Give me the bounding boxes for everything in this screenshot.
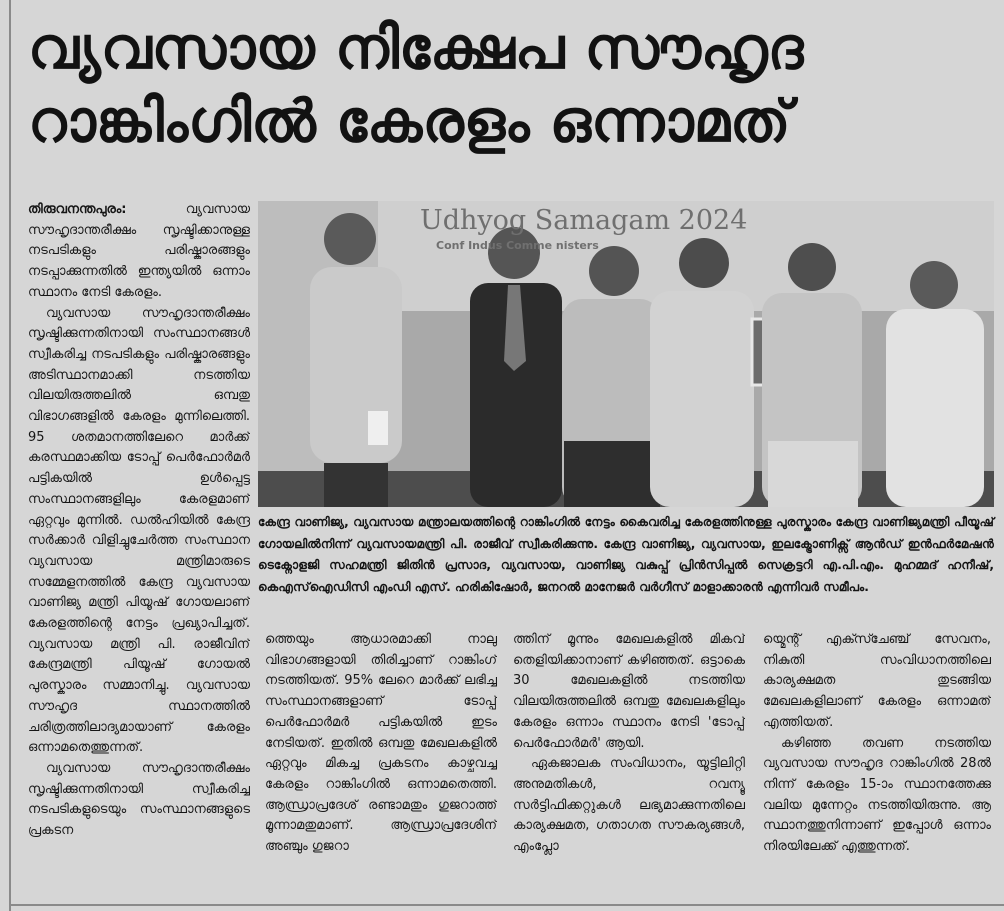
article-paragraph: ത്തിന് മൂന്നും മേഖലകളിൽ മികവ് തെളിയിക്കാനാണ് കഴിഞ്ഞത്. ഒട്ടാകെ 30 മേഖലകളിൽ നടത്തിയ വിലയിരുത്തലിൽ ഒമ്പതു മേഖലകളിലും കേരളം ഒന്നാം സ്ഥാനം നേടി 'ടോപ്പ് പെർഫോർമർ' ആയി.: [513, 632, 745, 751]
headline-line-2: റാങ്കിംഗിൽ കേരളം ഒന്നാമത്: [28, 87, 791, 155]
headline-line-1: വ്യവസായ നിക്ഷേപ സൗഹൃദ: [28, 14, 804, 82]
photo-caption: കേന്ദ്ര വാണിജ്യ, വ്യവസായ മന്ത്രാലയത്തിന്റെ റാങ്കിംഗിൽ നേട്ടം കൈവരിച്ച കേരളത്തിനുള്ള പുരസ്കാരം കേന്ദ്ര വാണിജ്യമന്ത്രി പീയൂഷ് ഗോയലിൽനിന്ന് വ്യവസായമന്ത്രി പി. രാജീവ് സ്വീകരിക്കുന്നു. കേന്ദ്ര വാണിജ്യ, വ്യവസായ, ഇലക്ട്രോണിക്സ് ആൻഡ് ഇൻഫർമേഷൻ ടെക്നോളജി സഹമന്ത്രി ജിതിൻ പ്രസാദ, വ്യവസായ, വാണിജ്യ വകുപ്പ് പ്രിൻസിപ്പൽ സെക്രട്ടറി എ.പി.എം. മുഹമ്മദ് ഹനീഷ്, കെഎസ്ഐഡിസി എംഡി എസ്. ഹരികിഷോർ, ജനറൽ മാനേജർ വർഗീസ് മാളാക്കാരൻ എന്നിവർ സമീപം.: [258, 515, 994, 594]
backdrop-banner-subtitle: Conf Indus Comme nisters: [436, 239, 599, 252]
article-column-2: [265, 630, 497, 902]
article-paragraph: വ്യവസായ സൗഹൃദാന്തരീക്ഷം സൃഷ്ടിക്കുന്നതിനായി സംസ്ഥാനങ്ങൾ സ്വീകരിച്ച നടപടികളും പരിഷ്കാരങ്ങളും അടിസ്ഥാനമാക്കി നടത്തിയ വിലയിരുത്തലിൽ ഒമ്പതു വിഭാഗങ്ങളിൽ കേരളം മുന്നിലെത്തി. 95 ശതമാനത്തിലേറെ മാർക്ക് കരസ്ഥമാക്കിയ ടോപ്പ് പെർഫോർമർ പട്ടികയിൽ ഉൾപ്പെട്ട സംസ്ഥാനങ്ങളിലും കേരളമാണ് ഏറ്റവും മുന്നിൽ. ഡൽഹിയിൽ കേന്ദ്ര സർക്കാർ വിളിച്ചുചേർത്ത സംസ്ഥാന വ്യവസായ മന്ത്രിമാരുടെ സമ്മേളനത്തിൽ കേന്ദ്ര വ്യവസായ വാണിജ്യ മന്ത്രി പിയൂഷ് ഗോയലാണ് കേരളത്തിന്റെ നേട്ടം പ്രഖ്യാപിച്ചത്. വ്യവസായ മന്ത്രി പി. രാജീവിന് കേന്ദ്രമന്ത്രി പിയൂഷ് ഗോയൽ പുരസ്കാരം സമ്മാനിച്ചു. വ്യവസായ സൗഹൃദ സ്ഥാനത്തിൽ ചരിത്രത്തിലാദ്യമായാണ് കേരളം ഒന്നാമതെത്തുന്നത്.: [28, 305, 250, 756]
article-paragraph: കഴിഞ്ഞ തവണ നടത്തിയ വ്യവസായ സൗഹൃദ റാങ്കിംഗിൽ 28ൽ നിന്ന് കേരളം 15-ാം സ്ഥാനത്തേക്കു വലിയ മുന്നേറ്റം നടത്തിയിരുന്നു. ആ സ്ഥാനത്തുനിന്നാണ് ഇപ്പോൾ ഒന്നാം നിരയിലേക്ക് എത്തുന്നത്.: [763, 735, 991, 855]
left-border-rule: [9, 0, 11, 911]
article-column-3: [513, 630, 745, 902]
award-ceremony-photo: [258, 201, 994, 507]
article-paragraph: വ്യവസായ സൗഹൃദാന്തരീക്ഷം സൃഷ്ടിക്കുന്നതിനായി സ്വീകരിച്ച നടപടികളുടെയും സംസ്ഥാനങ്ങളുടെ പ്രകടന: [28, 760, 250, 839]
article-column-4: [763, 630, 991, 902]
headline: [28, 12, 988, 158]
article-lead-paragraph: [28, 200, 250, 304]
article-paragraph: ഏകജാലക സംവിധാനം, യൂട്ടിലിറ്റി അനുമതികൾ, റവന്യൂ സർട്ടിഫിക്കറ്റുകൾ ലഭ്യമാക്കുന്നതിലെ കാര്യക്ഷമത, ഗതാഗത സൗകര്യങ്ങൾ, എംപ്ലോ: [513, 756, 745, 855]
photo-illustration: [258, 201, 994, 507]
lead-text: വ്യവസായ സൗഹൃദാന്തരീക്ഷം സൃഷ്ടിക്കാനുള്ള നടപടികളും പരിഷ്കാരങ്ങളും നടപ്പാക്കുന്നതിൽ ഇന്ത്യയിൽ ഒന്നാം സ്ഥാനം നേടി കേരളം.: [28, 202, 250, 300]
dateline: തിരുവനന്തപുരം:: [28, 202, 127, 217]
article-paragraph: ത്തെയും ആധാരമാക്കി നാലു വിഭാഗങ്ങളായി തിരിച്ചാണ് റാങ്കിംഗ് നടത്തിയത്. 95% ലേറെ മാർക്ക് ലഭിച്ച സംസ്ഥാനങ്ങളാണ് ടോപ്പ് പെർഫോർമർ പട്ടികയിൽ ഇടം നേടിയത്. ഇതിൽ ഒമ്പതു മേഖലകളിൽ ഏറ്റവും മികച്ച പ്രകടനം കാഴ്ചവച്ച കേരളം റാങ്കിംഗിൽ ഒന്നാമതെത്തി. ആന്ധ്രാപ്രദേശ് രണ്ടാമതും ഗുജറാത്ത് മൂന്നാമതുമാണ്. ആന്ധ്രാപ്രദേശിന് അഞ്ചും ഗുജറാ: [265, 632, 497, 855]
backdrop-banner-title: Udhyog Samagam 2024: [420, 205, 748, 236]
article-column-1: [28, 200, 250, 900]
bottom-border-rule: [9, 904, 1004, 906]
article-paragraph: യ്മെന്റ് എക്സ്ചേഞ്ച് സേവനം, നികുതി സംവിധാനത്തിലെ കാര്യക്ഷമത തുടങ്ങിയ മേഖലകളിലാണ് കേരളം ഒന്നാമത് എത്തിയത്.: [763, 632, 991, 730]
